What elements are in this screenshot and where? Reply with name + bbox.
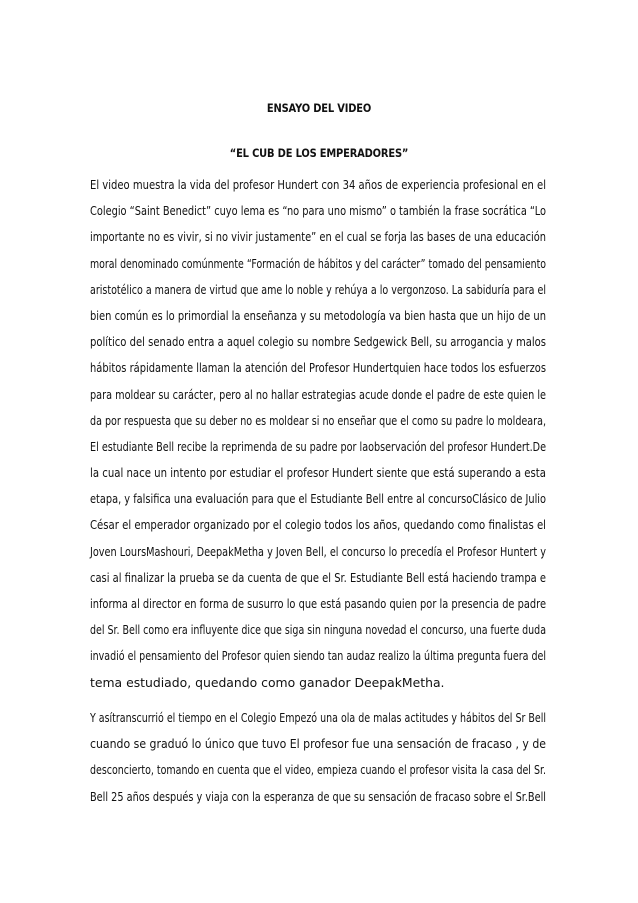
text-line [90, 224, 546, 250]
text-line-content: Y asítranscurrió el tiempo en el Colegio Empezó una ola de malas actitudes y hábitos del Sr Bell [90, 710, 546, 725]
text-line-content: moral denominado comúnmente “Formación de hábitos y del carácter” tomado del pensamiento [90, 255, 546, 271]
text-line [90, 757, 546, 783]
text-line [90, 784, 546, 810]
text-line [90, 486, 546, 512]
text-line-content: casi al finalizar la prueba se da cuenta de que el Sr. Estudiante Bell está haciendo trampa e [90, 569, 546, 585]
essay-subtitle: “EL CUB DE LOS EMPERADORES” [229, 146, 409, 160]
text-line-content: la cual nace un intento por estudiar el profesor Hundert siente que está superando a esta [90, 465, 546, 481]
text-line-content: etapa, y falsifica una evaluación para que el Estudiante Bell entre al concursoClásico de Julio [90, 491, 546, 507]
text-line [90, 408, 546, 434]
text-line-content: bien común es lo primordial la enseñanza y su metodología va bien hasta que un hijo de un [90, 307, 546, 323]
text-line-content: Bell 25 años después y viaja con la esperanza de que su sensación de fracaso sobre el Sr.Bell [90, 788, 546, 804]
text-line-content: Colegio “Saint Benedict” cuyo lema es “no para uno mismo” o también la frase socrática “Lo [90, 203, 546, 219]
text-line-content: César el emperador organizado por el colegio todos los años, quedando como finalistas el [90, 517, 546, 533]
text-line [90, 539, 546, 565]
text-line-content: hábitos rápidamente llaman la atención del Profesor Hundertquien hace todos los esfuerzos [90, 360, 546, 376]
text-line-content: desconcierto, tomando en cuenta que el video, empieza cuando el profesor visita la casa del Sr. [90, 762, 546, 778]
text-line-content: da por respuesta que su deber no es moldear si no enseñar que el como su padre lo moldeara, [90, 412, 546, 428]
text-line [90, 565, 546, 591]
text-line-content: Joven LoursMashouri, DeepakMetha y Joven Bell, el concurso lo precedía el Profesor Huntert y [90, 543, 546, 559]
text-line-content: del Sr. Bell como era influyente dice que siga sin ninguna novedad el concurso, una fuerte duda [90, 622, 546, 638]
text-line-content: para moldear su carácter, pero al no hallar estrategias acude donde el padre de este quien le [90, 386, 546, 402]
text-line-content: aristotélico a manera de virtud que ame lo noble y rehúya a lo vergonzoso. La sabiduría para el [90, 281, 546, 297]
text-line-content: importante no es vivir, si no vivir justamente” en el cual se forja las bases de una educación [90, 229, 546, 245]
text-line [90, 731, 546, 757]
text-line-content: El video muestra la vida del profesor Hundert con 34 años de experiencia profesional en el [90, 177, 546, 192]
text-line [90, 705, 546, 731]
text-line [90, 303, 546, 329]
text-line [90, 198, 546, 224]
paragraph-1 [90, 172, 546, 696]
essay-title: ENSAYO DEL VIDEO [266, 101, 372, 115]
text-line [90, 512, 546, 538]
text-line [90, 172, 546, 198]
text-line [90, 617, 546, 643]
text-line-content: informa al director en forma de susurro lo que está pasando quien por la presencia de padre [90, 596, 546, 611]
text-line-content: político del senado entra a aquel colegio su nombre Sedgewick Bell, su arrogancia y malos [90, 334, 546, 350]
text-line [90, 434, 546, 460]
text-line [90, 329, 546, 355]
text-line-content: El estudiante Bell recibe la reprimenda de su padre por laobservación del profesor Hundert.De [90, 438, 546, 454]
text-line [90, 670, 546, 696]
text-line [90, 355, 546, 381]
text-line-content: cuando se graduó lo único que tuvo El profesor fue una sensación de fracaso , y de [90, 736, 546, 752]
text-line [90, 460, 546, 486]
text-line [90, 382, 546, 408]
text-line-content: invadió el pensamiento del Profesor quien siendo tan audaz realizo la última pregunta fuera del [90, 648, 546, 664]
text-line-content: tema estudiado, quedando como ganador DeepakMetha. [90, 674, 445, 690]
text-line [90, 251, 546, 277]
paragraph-2 [90, 705, 546, 810]
text-line [90, 277, 546, 303]
text-line [90, 643, 546, 669]
text-line [90, 591, 546, 617]
